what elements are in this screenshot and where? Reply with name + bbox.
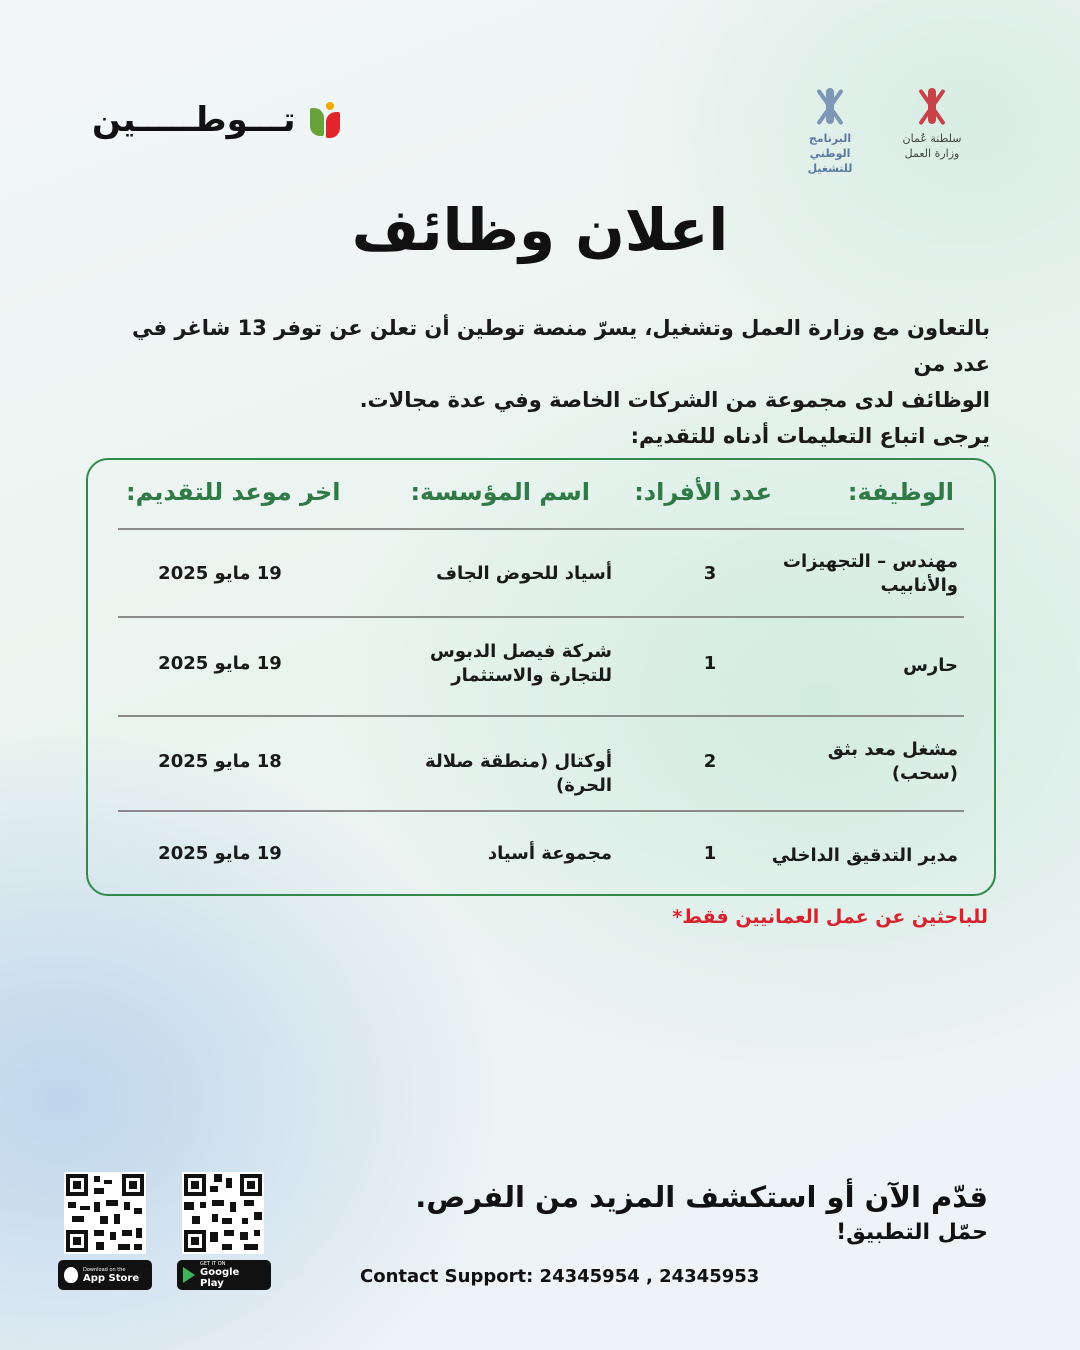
- app-store-badge-small: Download on the: [83, 1266, 126, 1273]
- ministry-logo-line1: سلطنة عُمان: [902, 132, 962, 145]
- google-play-badge[interactable]: [177, 1260, 271, 1290]
- tawteen-logo-icon: [306, 102, 342, 138]
- app-store-qr-code[interactable]: [64, 1172, 146, 1254]
- google-play-badge-small: GET IT ON: [200, 1261, 226, 1267]
- company-name-line1: شركة فيصل الدبوس: [430, 641, 612, 662]
- contact-support: Contact Support: 24345954 , 24345953: [360, 1266, 760, 1287]
- intro-line: يرجى اتباع التعليمات أدناه للتقديم:: [630, 424, 990, 448]
- khanjar-emblem-icon: [909, 84, 955, 128]
- job-title: مدير التدقيق الداخلي: [771, 845, 958, 866]
- table-row: [768, 738, 958, 786]
- header-deadline: اخر موعد للتقديم:: [126, 478, 341, 506]
- apple-icon: [64, 1267, 78, 1283]
- cta-headline: قدّم الآن أو استكشف المزيد من الفرص.: [415, 1180, 988, 1214]
- program-logo-line2: للتشغيل: [807, 161, 853, 175]
- header-job: الوظيفة:: [847, 478, 954, 506]
- table-row: [768, 654, 958, 678]
- table-row: [768, 844, 958, 868]
- deadline-date: 18 مايو 2025: [158, 751, 282, 772]
- table-divider: [118, 810, 964, 812]
- job-count: 3: [703, 563, 717, 584]
- eligibility-note: للباحثين عن عمل العمانيين فقط*: [672, 906, 988, 928]
- government-logos: [790, 84, 972, 177]
- khanjar-emblem-icon: [807, 84, 853, 128]
- job-title: مشغل معد بثق: [827, 739, 958, 760]
- google-play-qr-code[interactable]: [182, 1172, 264, 1254]
- google-play-icon: [183, 1267, 195, 1283]
- job-title: حارس: [903, 655, 958, 676]
- job-title: مهندس – التجهيزات: [782, 551, 958, 572]
- deadline-date: 19 مايو 2025: [158, 653, 282, 674]
- header-company: اسم المؤسسة:: [410, 478, 590, 506]
- ministry-of-labour-logo: [892, 84, 972, 162]
- deadline-date: 19 مايو 2025: [158, 843, 282, 864]
- deadline-date: 19 مايو 2025: [158, 563, 282, 584]
- table-divider: [118, 616, 964, 618]
- intro-text: [90, 310, 990, 454]
- intro-line: الوظائف لدى مجموعة من الشركات الخاصة وفي عدة مجالات.: [359, 388, 990, 412]
- header-count: عدد الأفراد:: [634, 478, 772, 506]
- intro-line: بالتعاون مع وزارة العمل وتشغيل، يسرّ منصة توطين أن تعلن عن توفر 13 شاغر في عدد من: [132, 316, 990, 376]
- national-employment-program-logo: [790, 84, 870, 177]
- company-name: [372, 640, 612, 688]
- company-name: أسياد للحوض الجاف: [436, 563, 612, 584]
- app-store-badge-label: App Store: [83, 1272, 140, 1284]
- table-divider: [118, 528, 964, 530]
- brand-name: تـــوطـــــين: [92, 100, 296, 140]
- page-title: اعلان وظائف: [351, 196, 729, 264]
- job-title-line2: والأنابيب: [880, 575, 958, 596]
- company-name: مجموعة أسياد: [487, 843, 612, 864]
- program-logo-line1: البرنامج الوطني: [808, 132, 852, 160]
- tawteen-logo: [92, 100, 342, 140]
- cta-download-app: حمّل التطبيق!: [836, 1220, 988, 1245]
- job-title-line2: (سحب): [891, 763, 958, 784]
- ministry-logo-line2: وزارة العمل: [904, 146, 960, 160]
- table-divider: [118, 715, 964, 717]
- app-store-badge[interactable]: [58, 1260, 152, 1290]
- company-name-line2: للتجارة والاستثمار: [451, 665, 612, 686]
- table-row: [768, 550, 958, 598]
- job-count: 1: [703, 843, 717, 864]
- job-count: 2: [703, 751, 717, 772]
- google-play-badge-label: Google Play: [200, 1267, 240, 1289]
- company-name: أوكتال (منطقة صلالة الحرة): [425, 751, 612, 796]
- job-count: 1: [703, 653, 717, 674]
